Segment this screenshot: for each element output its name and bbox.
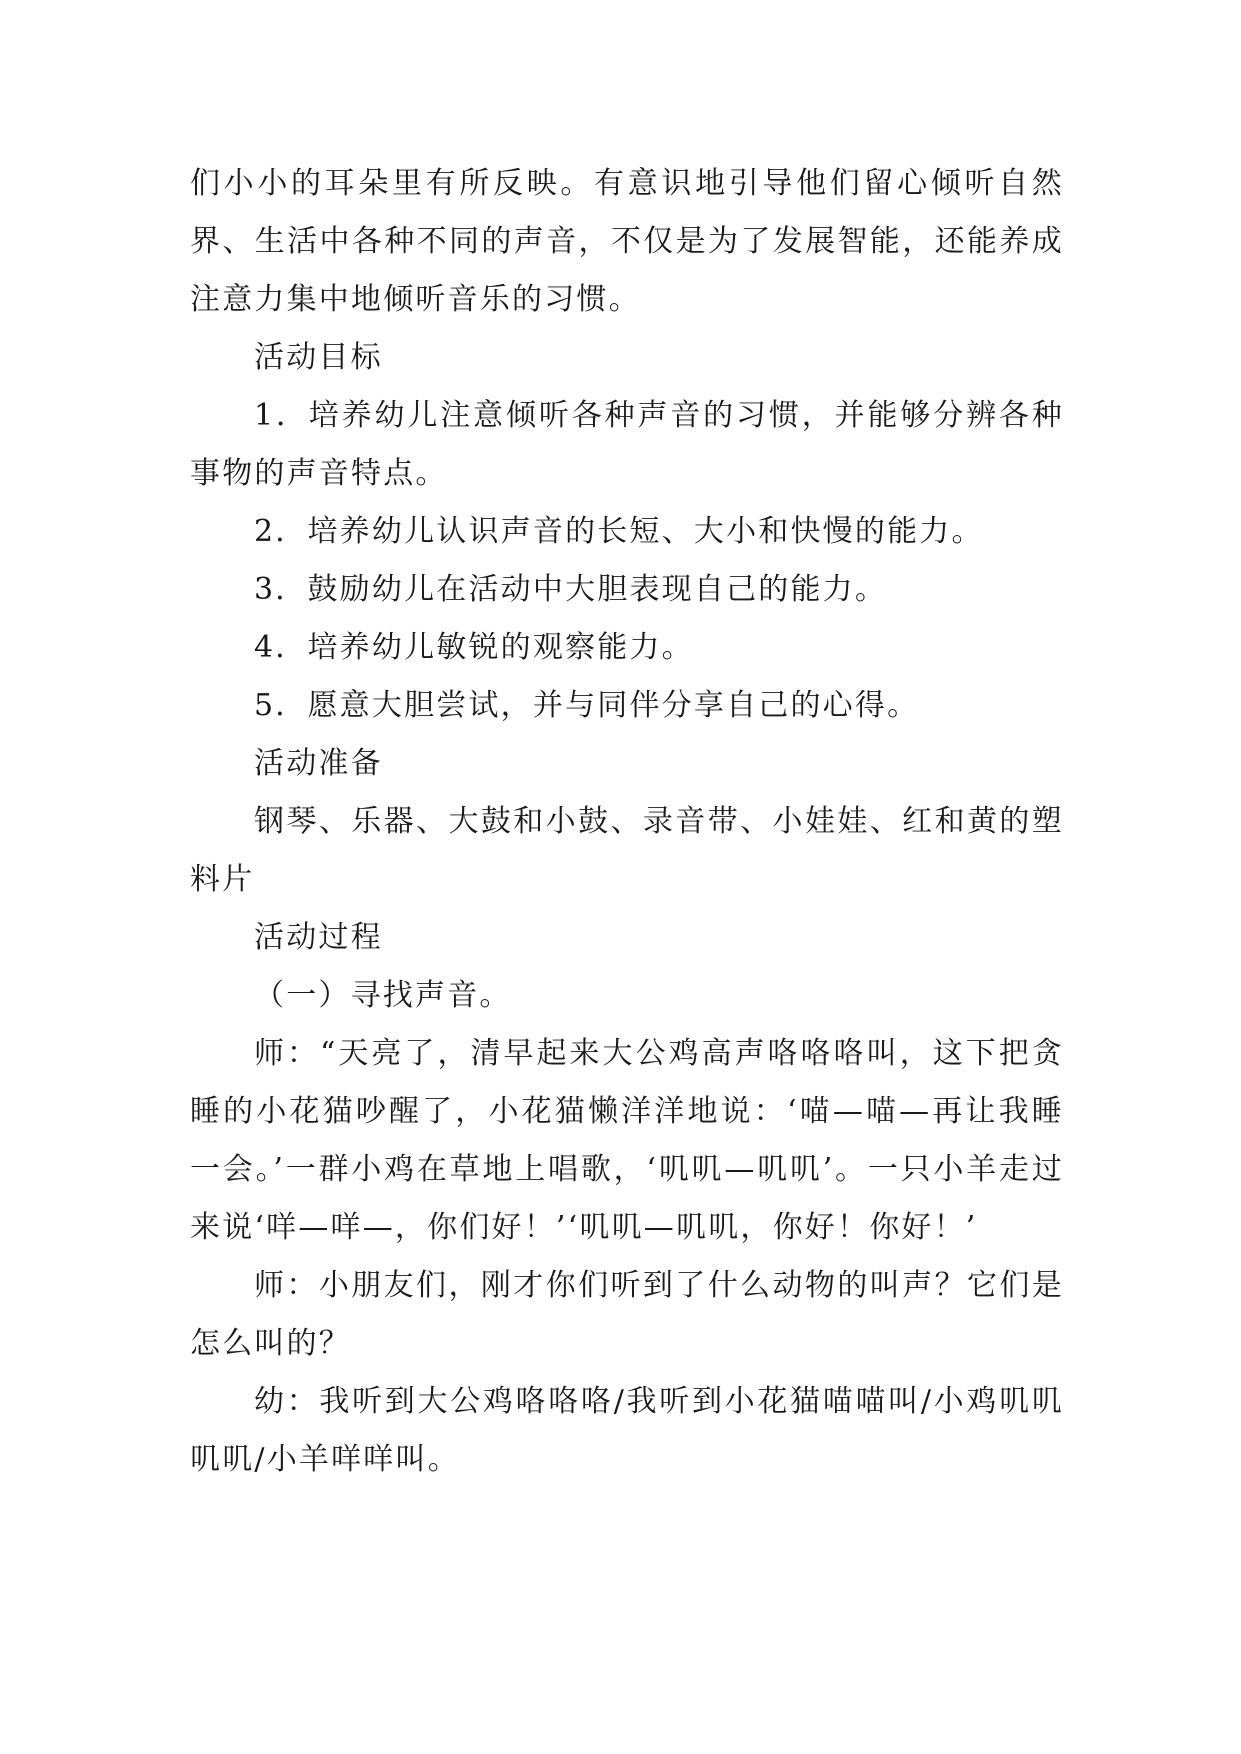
goal-item-3: 3．鼓励幼儿在活动中大胆表现自己的能力。 [254,572,888,607]
teacher-story-paragraph: 师：“天亮了，清早起来大公鸡高声咯咯咯叫，这下把贪睡的小花猫吵醒了，小花猫懒洋洋地说：‘喵—喵—再让我睡一会。’一群小鸡在草地上唱歌，‘叽叽—叽叽’。一只小羊走过来说‘咩—咩—，你们好！’‘叽叽—叽叽，你好！你好！’ [190,1036,1064,1245]
heading-activity-process: 活动过程 [254,920,383,955]
preparation-materials: 钢琴、乐器、大鼓和小鼓、录音带、小娃娃、红和黄的塑料片 [190,804,1064,897]
process-step-1-title: （一）寻找声音。 [254,978,512,1013]
document-page [190,155,1064,1489]
teacher-question-paragraph: 师：小朋友们，刚才你们听到了什么动物的叫声？它们是怎么叫的？ [190,1268,1064,1361]
heading-activity-preparation: 活动准备 [254,746,383,781]
child-answer-paragraph: 幼：我听到大公鸡咯咯咯/我听到小花猫喵喵叫/小鸡叽叽叽叽/小羊咩咩叫。 [190,1384,1064,1477]
goal-item-4: 4．培养幼儿敏锐的观察能力。 [254,630,694,665]
paragraph-intro-continuation: 们小小的耳朵里有所反映。有意识地引导他们留心倾听自然界、生活中各种不同的声音，不仅是为了发展智能，还能养成注意力集中地倾听音乐的习惯。 [190,166,1064,317]
heading-activity-goals: 活动目标 [254,340,383,375]
goal-item-1: 1．培养幼儿注意倾听各种声音的习惯，并能够分辨各种事物的声音特点。 [190,398,1064,491]
goal-item-5: 5．愿意大胆尝试，并与同伴分享自己的心得。 [254,688,920,723]
goal-item-2: 2．培养幼儿认识声音的长短、大小和快慢的能力。 [254,514,984,549]
